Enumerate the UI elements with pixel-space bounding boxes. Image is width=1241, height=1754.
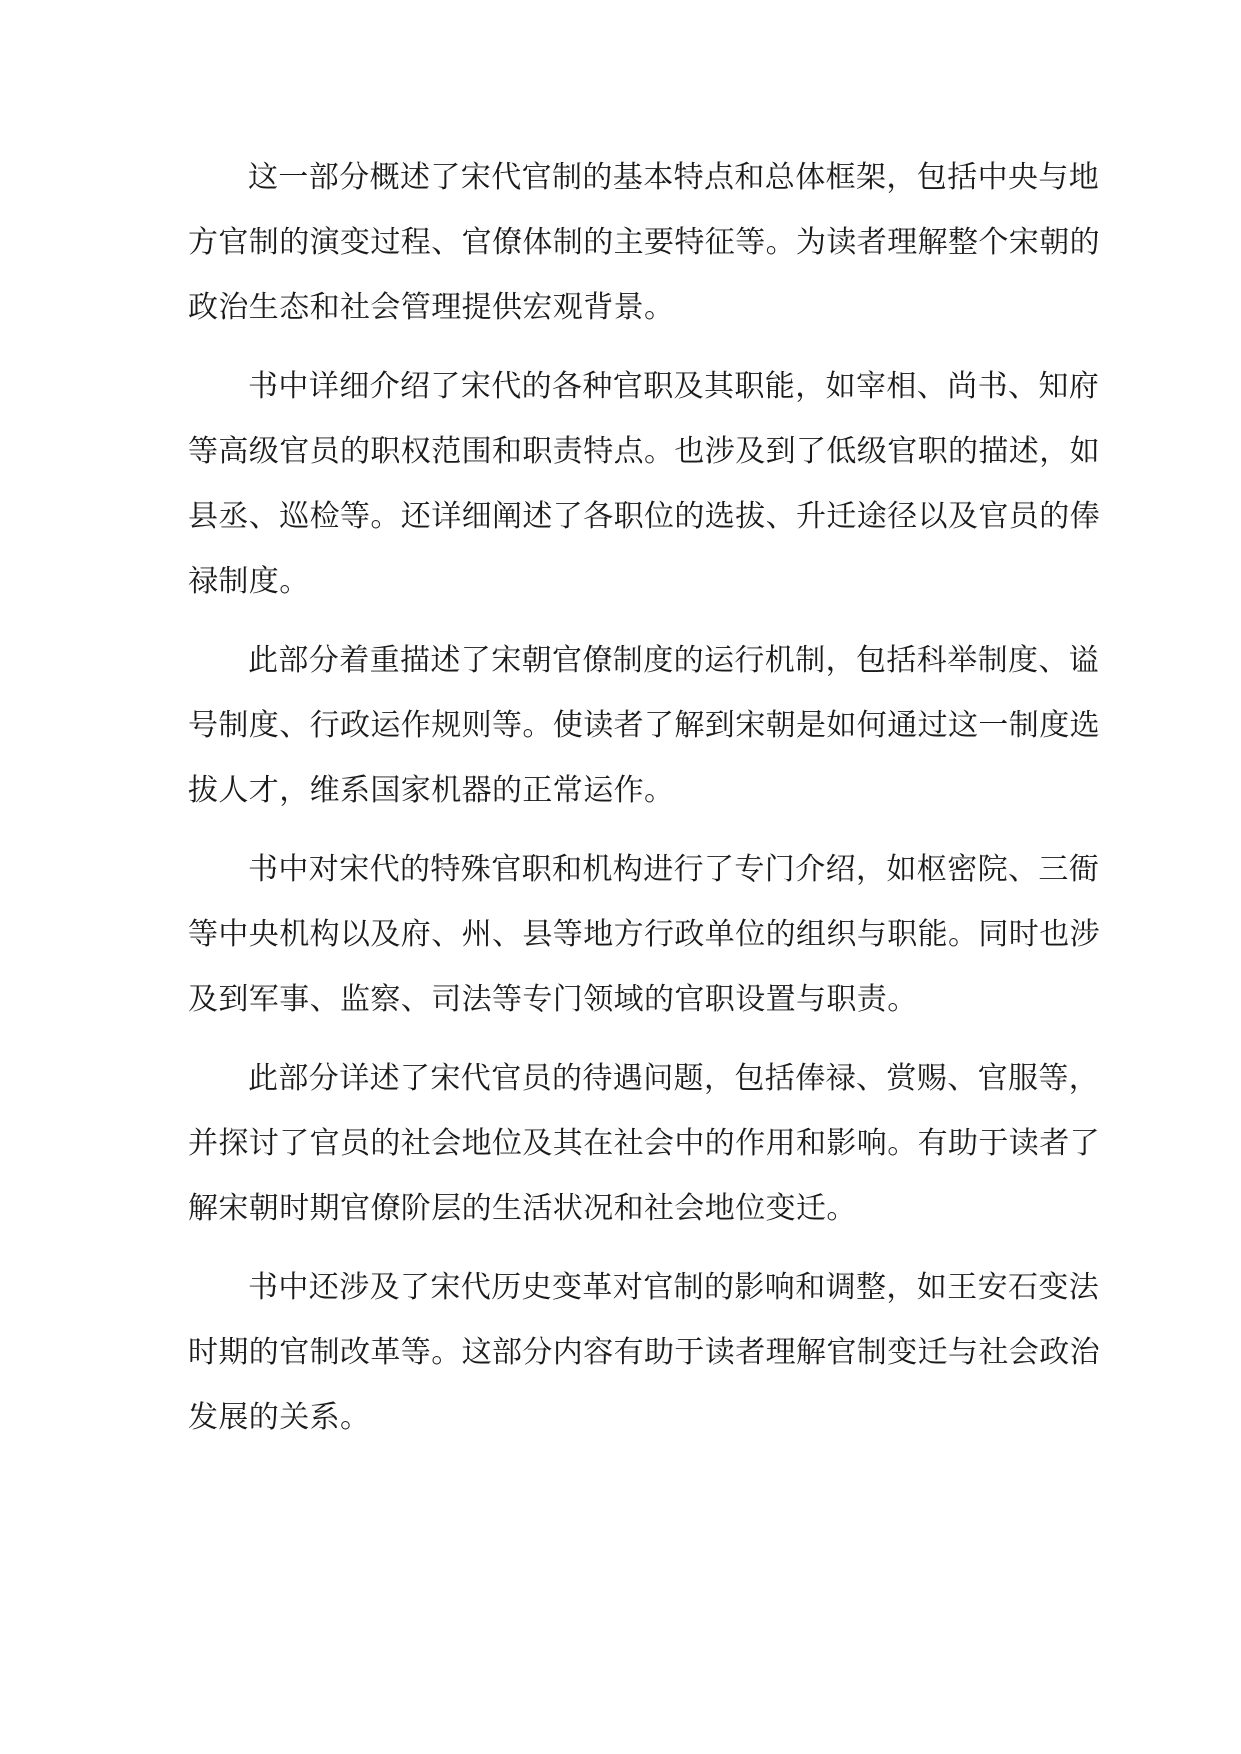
paragraph-5 (188, 1046, 1100, 1241)
paragraph-6 (188, 1255, 1100, 1450)
paragraph-line: 拔人才，维系国家机器的正常运作。 (188, 773, 675, 808)
paragraph-line: 书中还涉及了宋代历史变革对官制的影响和调整，如王安石变法 (248, 1270, 1100, 1305)
paragraph-line: 书中详细介绍了宋代的各种官职及其职能，如宰相、尚书、知府 (248, 369, 1100, 404)
paragraph-line: 及到军事、监察、司法等专门领域的官职设置与职责。 (188, 982, 918, 1017)
paragraph-1 (188, 145, 1100, 340)
paragraph-3 (188, 628, 1100, 823)
document-body (188, 145, 1100, 1450)
paragraph-line: 书中对宋代的特殊官职和机构进行了专门介绍，如枢密院、三衙 (248, 852, 1100, 887)
paragraph-line: 等中央机构以及府、州、县等地方行政单位的组织与职能。同时也涉 (188, 917, 1100, 952)
paragraph-line: 等高级官员的职权范围和职责特点。也涉及到了低级官职的描述，如 (188, 434, 1100, 469)
paragraph-line: 号制度、行政运作规则等。使读者了解到宋朝是如何通过这一制度选 (188, 708, 1100, 743)
paragraph-line: 并探讨了官员的社会地位及其在社会中的作用和影响。有助于读者了 (188, 1126, 1100, 1161)
paragraph-line: 这一部分概述了宋代官制的基本特点和总体框架，包括中央与地 (248, 160, 1100, 195)
paragraph-line: 禄制度。 (188, 564, 310, 599)
paragraph-line: 时期的官制改革等。这部分内容有助于读者理解官制变迁与社会政治 (188, 1335, 1100, 1370)
paragraph-line: 县丞、巡检等。还详细阐述了各职位的选拔、升迁途径以及官员的俸 (188, 499, 1100, 534)
paragraph-4 (188, 837, 1100, 1032)
paragraph-2 (188, 354, 1100, 614)
paragraph-line: 发展的关系。 (188, 1400, 371, 1435)
paragraph-line: 政治生态和社会管理提供宏观背景。 (188, 290, 675, 325)
paragraph-line: 此部分着重描述了宋朝官僚制度的运行机制，包括科举制度、谥 (248, 643, 1100, 678)
paragraph-line: 解宋朝时期官僚阶层的生活状况和社会地位变迁。 (188, 1191, 857, 1226)
paragraph-line: 方官制的演变过程、官僚体制的主要特征等。为读者理解整个宋朝的 (188, 225, 1100, 260)
paragraph-line: 此部分详述了宋代官员的待遇问题，包括俸禄、赏赐、官服等， (248, 1061, 1100, 1096)
